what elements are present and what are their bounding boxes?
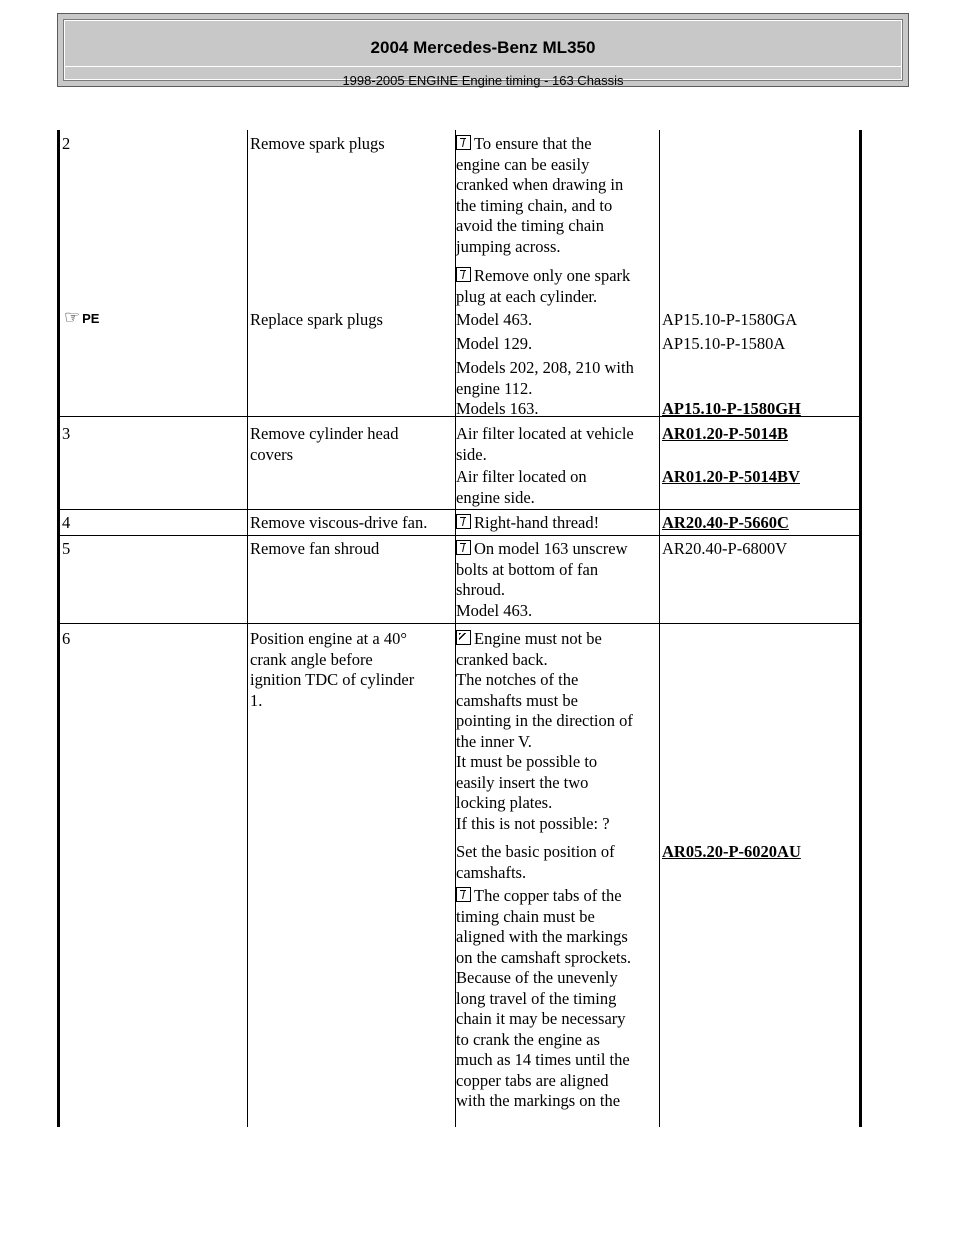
action-text: Remove fan shroud <box>250 539 380 558</box>
action-text: Remove spark plugs <box>250 134 385 153</box>
step-number: 6 <box>62 629 71 648</box>
reference-link[interactable]: AR05.20-P-6020AU <box>662 842 801 861</box>
column-divider <box>659 130 660 1127</box>
row-divider <box>57 535 862 536</box>
action-text: Replace spark plugs <box>250 310 383 329</box>
reference-link[interactable]: AP15.10-P-1580GH <box>662 399 801 418</box>
table-left-border <box>57 130 60 1127</box>
note-icon <box>456 540 471 555</box>
note-icon <box>456 887 471 902</box>
step-number: 2 <box>62 134 71 153</box>
model-text: Models 202, 208, 210 with engine 112. <box>456 358 634 398</box>
condition-text: Air filter located at vehicle side. <box>456 424 634 464</box>
reference-link[interactable]: AR20.40-P-5660C <box>662 513 789 532</box>
reference-text: AP15.10-P-1580GA <box>662 310 798 329</box>
step-number: 4 <box>62 513 71 532</box>
action-text: Remove cylinder head covers <box>250 424 399 464</box>
header-separator <box>64 66 902 67</box>
model-text: Models 163. <box>456 399 539 418</box>
document-title: 2004 Mercedes-Benz ML350 <box>370 38 596 57</box>
reference-text: AR20.40-P-6800V <box>662 539 788 558</box>
warning-icon <box>456 630 471 645</box>
note-text: Right-hand thread! <box>456 513 599 534</box>
document-subtitle: 1998-2005 ENGINE Engine timing - 163 Chassis <box>342 73 624 88</box>
reference-link[interactable]: AR01.20-P-5014B <box>662 424 789 443</box>
step-number: 5 <box>62 539 71 558</box>
note-icon <box>456 514 471 529</box>
row-divider <box>57 623 862 624</box>
basic-position-text: Set the basic position of camshafts. <box>456 842 615 882</box>
model-text: Model 129. <box>456 334 533 353</box>
model-text: Model 463. <box>456 310 533 329</box>
condition-text: Air filter located on engine side. <box>456 467 587 507</box>
document-header <box>57 13 909 87</box>
column-divider <box>247 130 248 1127</box>
reference-text: AP15.10-P-1580A <box>662 334 786 353</box>
note-icon <box>456 267 471 282</box>
warning-text: Engine must not be cranked back. The notches of the camshafts must be pointing in the direction of the inner V. It must be possible to easily insert the two locking plates. If this is not possible: ? <box>456 629 633 833</box>
table-right-border <box>859 130 862 1127</box>
action-text: Remove viscous-drive fan. <box>250 513 428 532</box>
reference-link[interactable]: AR01.20-P-5014BV <box>662 467 800 486</box>
note-icon <box>456 135 471 150</box>
note-text: On model 163 unscrew bolts at bottom of fan shroud. Model 463. <box>456 539 628 620</box>
row-divider <box>57 509 862 510</box>
note-text: The copper tabs of the timing chain must be aligned with the markings on the camshaft sprockets. Because of the unevenly long travel of the timing chain it may be necessary to crank the engine as much as 14 times until the copper tabs are aligned with the markings on the <box>456 886 632 1110</box>
note-text: To ensure that the engine can be easily cranked when drawing in the timing chain, and to avoid the timing chain jumping across. <box>456 134 624 256</box>
action-text: Position engine at a 40° crank angle before ignition TDC of cylinder 1. <box>250 629 415 710</box>
step-number: 3 <box>62 424 71 443</box>
note-text: Remove only one spark plug at each cylinder. <box>456 266 631 306</box>
pointing-hand-icon: ☞ PE <box>64 307 100 328</box>
